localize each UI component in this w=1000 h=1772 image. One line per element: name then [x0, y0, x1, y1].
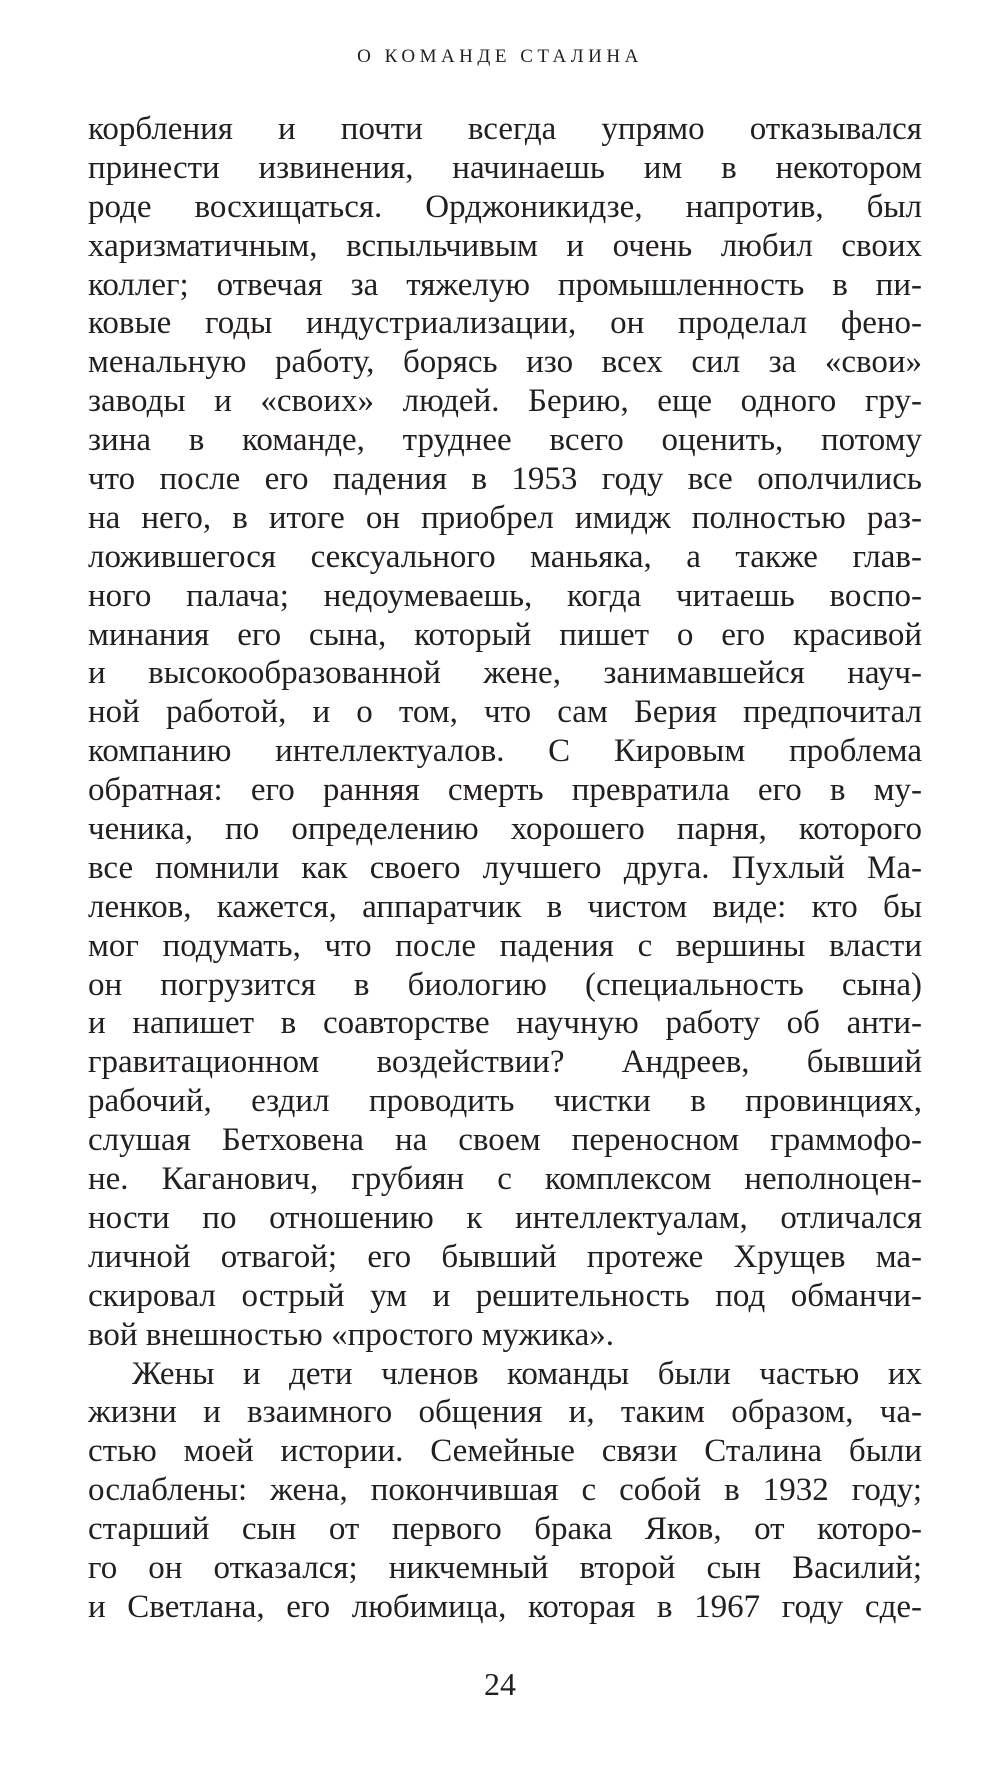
text-line: ного палача; недоумеваешь, когда читаешь воспо- — [88, 577, 922, 614]
text-line: обратная: его ранняя смерть превратила его в му- — [88, 772, 922, 809]
text-line: принести извинения, начинаешь им в некотором — [88, 149, 922, 186]
text-line: гравитационном воздействии? Андреев, бывший — [88, 1044, 922, 1081]
text-line: все помнили как своего лучшего друга. Пухлый Ма- — [88, 849, 922, 886]
text-line: на него, в итоге он приобрел имидж полностью раз- — [88, 499, 922, 536]
text-line: что после его падения в 1953 году все ополчились — [88, 461, 922, 498]
text-line: ченика, по определению хорошего парня, которого — [88, 811, 922, 848]
text-line: он погрузится в биологию (специальность сына) — [88, 966, 922, 1003]
text-line: слушая Бетховена на своем переносном граммофо- — [88, 1122, 922, 1159]
text-line: не. Каганович, грубиян с комплексом неполноцен- — [88, 1161, 922, 1198]
text-line: мог подумать, что после падения с вершины власти — [88, 927, 922, 964]
text-line: зина в команде, труднее всего оценить, потому — [88, 422, 922, 459]
text-line: заводы и «своих» людей. Берию, еще одного гру- — [88, 383, 922, 420]
text-line: ности по отношению к интеллектуалам, отличался — [88, 1199, 922, 1236]
text-line: минания его сына, который пишет о его красивой — [88, 616, 922, 653]
text-line: старший сын от первого брака Яков, от которо- — [88, 1511, 922, 1548]
text-line: харизматичным, вспыльчивым и очень любил своих — [88, 227, 922, 264]
running-head: О КОМАНДЕ СТАЛИНА — [357, 46, 643, 67]
paragraph — [88, 1355, 922, 1627]
text-line: стью моей истории. Семейные связи Сталина были — [88, 1433, 922, 1470]
text-line: ковые годы индустриализации, он проделал фено- — [88, 305, 922, 342]
text-line: и Светлана, его любимица, которая в 1967 году сде- — [88, 1588, 922, 1625]
text-line: рабочий, ездил проводить чистки в провинциях, — [88, 1083, 922, 1120]
text-line: вой внешностью «простого мужика». — [88, 1316, 614, 1353]
body-text — [88, 110, 922, 1627]
text-line: и высокообразованной жене, занимавшейся науч- — [88, 655, 922, 692]
text-line: личной отвагой; его бывший протеже Хрущев ма- — [88, 1238, 922, 1275]
text-line: ной работой, и о том, что сам Берия предпочитал — [88, 694, 922, 731]
text-line: ленков, кажется, аппаратчик в чистом виде: кто бы — [88, 888, 922, 925]
text-line: го он отказался; никчемный второй сын Василий; — [88, 1549, 922, 1586]
page-number: 24 — [484, 1666, 516, 1702]
text-line: роде восхищаться. Орджоникидзе, напротив, был — [88, 188, 922, 225]
text-line: компанию интеллектуалов. С Кировым проблема — [88, 733, 922, 770]
text-line: и напишет в соавторстве научную работу об анти- — [88, 1005, 922, 1042]
text-line: Жены и дети членов команды были частью их — [132, 1355, 922, 1392]
text-line: ложившегося сексуального маньяка, а также глав- — [88, 538, 922, 575]
text-line: ослаблены: жена, покончившая с собой в 1932 году; — [88, 1472, 922, 1509]
text-line: коллег; отвечая за тяжелую промышленность в пи- — [88, 266, 922, 303]
text-line: жизни и взаимного общения и, таким образом, ча- — [88, 1394, 922, 1431]
text-line: скировал острый ум и решительность под обманчи- — [88, 1277, 922, 1314]
paragraph — [88, 110, 922, 1355]
text-line: корбления и почти всегда упрямо отказывался — [88, 111, 922, 147]
text-line: менальную работу, борясь изо всех сил за «свои» — [88, 344, 922, 381]
